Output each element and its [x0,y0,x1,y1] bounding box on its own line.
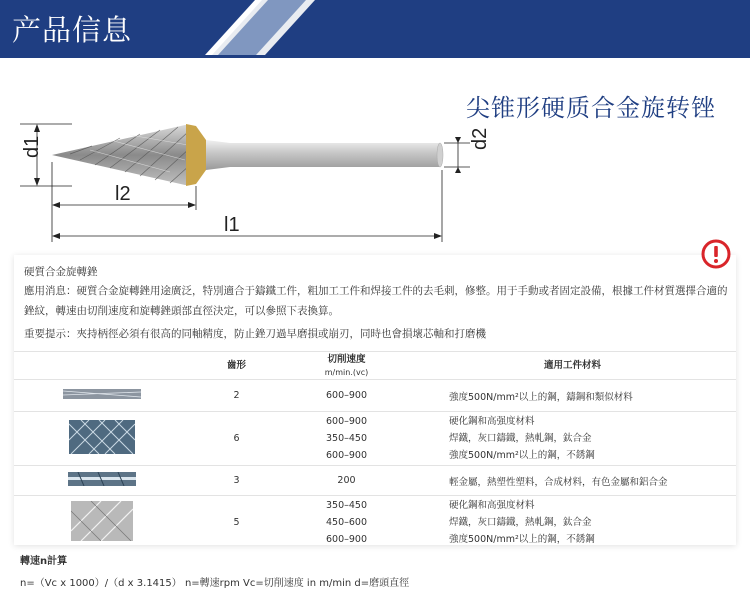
cut-image [14,496,189,550]
burr-drawing [0,110,750,250]
material-cell [409,412,736,466]
tooth-value: 6 [189,412,284,466]
table-row [14,496,736,550]
material-cell [409,496,736,550]
material-value: 輕金屬，熱塑性塑料，合成材料，有色金屬和鋁合金 [409,466,736,496]
speed-value: 600–900 [325,450,367,461]
exclamation-icon [700,238,732,270]
spec-table [14,351,736,550]
tooth-value: 2 [189,380,284,412]
rpm-calc-title: 轉速n計算 [20,556,68,567]
tooth-value: 3 [189,466,284,496]
material-value: 焊鐵，灰口鑄鐵，熱軋鋼，鈦合金 [449,433,592,444]
cut-image [14,412,189,466]
col-image-header [14,352,189,380]
d1-label: d1 [21,135,43,158]
speed-value: 600–900 [325,416,367,427]
speed-value: 200 [284,466,409,496]
speed-value: 350–450 [325,500,367,512]
usage-text: 應用消息：硬質合金旋轉銼用途廣泛，特別適合于鑄鐵工件，粗加工工件和焊接工件的去毛刺，修整。用于手動或者固定設備，根據工件材質選擇合適的銼紋，轉速由切削速度和旋轉銼頭部直徑決定，可以參照下表換算。 [24,285,728,317]
speed-header-label: 切削速度 [327,353,366,365]
speed-value: 600–900 [325,534,367,546]
info-card [14,255,736,545]
info-heading: 硬質合金旋轉銼 [24,266,98,278]
rpm-formula: n=（Vc x 1000）/（d x 3.1415） n=轉速rpm Vc=切削速度 in m/min d=磨頭直徑 [20,578,410,589]
speed-cell [284,412,409,466]
l2-label: l2 [115,183,131,205]
table-row [14,380,736,412]
tooth-value: 5 [189,496,284,550]
cut-pattern-image [71,501,133,541]
speed-value: 600–900 [284,380,409,412]
speed-cell [284,496,409,550]
cut-image [14,466,189,496]
d2-label: d2 [469,127,491,150]
cut-image [14,380,189,412]
material-value: 強度500N/mm²以上的鋼，不銹鋼 [449,450,595,461]
cut-pattern-image [69,420,135,454]
product-title: 尖锥形硬质合金旋转锉 [466,94,716,122]
table-row [14,412,736,466]
col-teeth-header: 齒形 [189,352,284,380]
speed-header-unit: m/min.(vc) [324,367,369,377]
cut-pattern-image [68,472,136,486]
important-note: 重要提示：夾持柄徑必須有很高的同軸精度，防止銼刀過早磨損或崩刃，同時也會損壞芯軸和打磨機 [24,328,486,340]
l1-label: l1 [224,214,240,236]
table-header-row [14,352,736,380]
table-row [14,466,736,496]
speed-value: 450–600 [325,517,367,529]
cut-pattern-image [63,389,141,399]
material-value: 焊鐵，灰口鑄鐵，熱軋鋼，鈦合金 [449,517,592,529]
material-value: 硬化鋼和高强度材料 [449,416,535,427]
material-value: 強度500N/mm²以上的鋼，不銹鋼 [449,534,595,546]
material-value: 硬化鋼和高强度材料 [449,500,535,512]
page-title: 产品信息 [12,13,133,47]
speed-value: 350–450 [325,433,367,444]
col-speed-header [284,352,409,380]
col-material-header: 適用工件材料 [409,352,736,380]
material-value: 強度500N/mm²以上的鋼，鑄鋼和類似材料 [409,380,736,412]
